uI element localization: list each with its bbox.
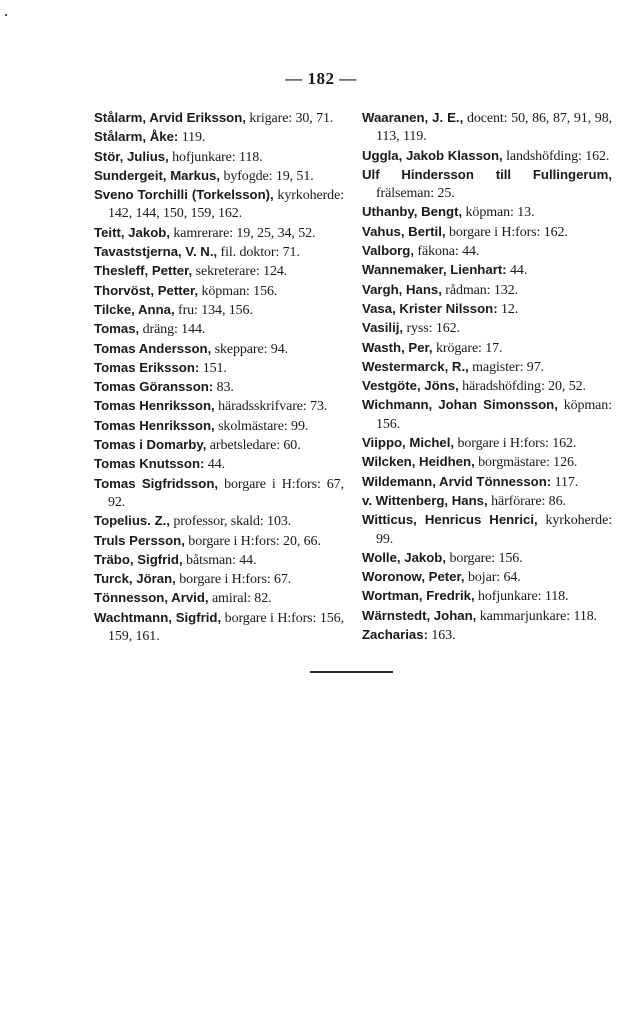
entry-page-refs: 17. [481, 340, 503, 356]
index-entry [94, 243, 344, 262]
entry-page-refs: 71. [279, 245, 300, 261]
entry-page-refs: 64. [500, 570, 521, 586]
entry-name: v. Wittenberg, Hans, [362, 492, 488, 508]
entry-description: fäkona: [414, 244, 459, 260]
index-entry [362, 319, 612, 338]
entry-description: borgare i H:fors: [184, 533, 280, 549]
entry-name: Woronow, Peter, [362, 569, 465, 585]
index-entry [94, 589, 344, 608]
entry-description: bojar: [464, 570, 501, 586]
entry-page-refs: 19, 25, 34, 52. [233, 225, 316, 241]
entry-page-refs: 162. [432, 321, 460, 337]
index-entry [94, 532, 344, 551]
entry-name: Tomas Sigfridsson, [94, 475, 219, 491]
entry-description: docent: [463, 111, 508, 126]
index-entry [362, 453, 612, 472]
entry-page-refs: 162. [548, 436, 577, 452]
entry-description: byfogde: [220, 168, 273, 184]
index-entry [94, 128, 344, 147]
entry-description: båtsman: [182, 552, 236, 568]
index-entry [94, 359, 344, 378]
index-entry [362, 300, 612, 319]
entry-page-refs: 94. [267, 341, 289, 357]
index-entry [362, 147, 612, 166]
index-entry [362, 492, 612, 511]
index-entry [94, 301, 344, 320]
index-entry [94, 224, 344, 243]
entry-name: Turck, Jöran, [94, 571, 176, 587]
entry-page-refs: 67, 92. [108, 476, 344, 510]
entry-name: Vahus, Bertil, [362, 223, 446, 239]
entry-description: borgare i H:fors: [454, 436, 549, 452]
index-entry [94, 148, 344, 167]
entry-description: rådman: [441, 282, 491, 298]
entry-name: Wilcken, Heidhen, [362, 454, 475, 470]
entry-description: hofjunkare: [474, 589, 542, 605]
entry-name: Tomas Henriksson, [94, 417, 215, 433]
entry-page-refs: 30, 71. [292, 111, 334, 126]
entry-description: arbetsledare: [206, 438, 280, 454]
entry-page-refs: 119. [178, 130, 206, 146]
entry-name: Vargh, Hans, [362, 281, 442, 297]
entry-page-refs: 67. [270, 572, 292, 588]
entry-description: kammarjunkare: [476, 608, 571, 624]
entry-page-refs: 134, 156. [197, 302, 253, 318]
index-entry [362, 377, 612, 396]
entry-name: Viippo, Michel, [362, 435, 455, 451]
index-entry [94, 186, 344, 224]
entry-name: Zacharias: [362, 627, 428, 643]
index-entry [94, 475, 344, 513]
entry-description: magister: [468, 359, 524, 375]
entry-page-refs: 13. [513, 205, 535, 221]
entry-description: fil. doktor: [217, 245, 280, 261]
entry-description: fru: [174, 302, 198, 318]
entry-page-refs: 25. [434, 186, 455, 202]
entry-page-refs: 156. [249, 283, 278, 299]
entry-page-refs: 99. [376, 531, 394, 547]
index-entry [362, 473, 612, 492]
entry-page-refs: 86. [545, 493, 566, 509]
entry-page-refs: 44. [235, 552, 257, 568]
entry-name: Wichmann, Johan Simonsson, [362, 397, 558, 413]
index-entry [94, 167, 344, 186]
entry-description: köpman: [462, 205, 514, 221]
index-entry [362, 396, 612, 434]
entry-name: Tomas Henriksson, [94, 398, 215, 414]
entry-description: dräng: [139, 322, 178, 338]
entry-name: Uggla, Jakob Klasson, [362, 147, 503, 163]
entry-page-refs: 118. [235, 149, 263, 165]
entry-page-refs: 20, 52. [544, 379, 586, 395]
index-entry [94, 570, 344, 589]
entry-description: professor, skald: [169, 514, 264, 530]
entry-description: borgare: [446, 550, 496, 566]
index-entry [94, 417, 344, 436]
index-entry [362, 223, 612, 242]
entry-name: Wolle, Jakob, [362, 549, 447, 565]
entry-page-refs: 118. [541, 589, 569, 605]
entry-description: kyrkoherde: [537, 513, 612, 529]
index-entry [362, 358, 612, 377]
entry-page-refs: 151. [199, 360, 227, 376]
index-entry [94, 262, 344, 281]
entry-name: Tomas, [94, 321, 140, 337]
entry-description: frälseman: [376, 186, 435, 202]
entry-name: Wannemaker, Lienhart: [362, 262, 507, 278]
entry-description: skeppare: [211, 341, 268, 357]
entry-name: Wachtmann, Sigfrid, [94, 609, 222, 625]
entry-description: skolmästare: [214, 418, 288, 434]
entry-description: borgare i H:fors: [175, 572, 271, 588]
entry-name: Tomas Göransson: [94, 379, 214, 395]
entry-page-refs: 132. [490, 282, 518, 298]
entry-name: Tönnesson, Arvid, [94, 590, 209, 606]
entry-name: Westermarck, R., [362, 358, 469, 374]
entry-name: Witticus, Henricus Henrici, [362, 512, 538, 528]
entry-name: Tomas i Domarby, [94, 437, 207, 453]
entry-page-refs: 126. [549, 455, 578, 471]
entry-name: Valborg, [362, 243, 415, 259]
entry-page-refs: 82. [250, 591, 272, 607]
entry-description: kyrkoherde: [273, 188, 344, 204]
entry-page-refs: 20, 66. [279, 533, 321, 549]
entry-name: Thesleff, Petter, [94, 263, 193, 279]
entry-page-refs: 156. [376, 416, 401, 432]
entry-name: Thorvöst, Petter, [94, 282, 199, 298]
entry-page-refs: 12. [497, 301, 519, 317]
entry-name: Tomas Eriksson: [94, 359, 200, 375]
entry-page-refs: 142, 144, 150, 159, 162. [108, 206, 243, 222]
entry-name: Tomas Andersson, [94, 340, 212, 356]
index-entry [362, 261, 612, 280]
entry-description: härförare: [487, 493, 546, 509]
index-entry [94, 512, 344, 531]
entry-page-refs: 163. [427, 628, 456, 644]
index-entry [362, 549, 612, 568]
entry-description: amiral: [208, 591, 251, 607]
entry-description: krigare: [245, 111, 293, 126]
entry-description: borgmästare: [474, 455, 550, 471]
entry-page-refs: 44. [506, 263, 528, 279]
entry-description: häradsskrifvare: [214, 399, 307, 415]
entry-name: Vasa, Krister Nilsson: [362, 300, 498, 316]
entry-name: Stålarm, Arvid Eriksson, [94, 110, 246, 125]
index-entry [94, 609, 344, 647]
scan-speck [5, 14, 7, 16]
entry-page-refs: 97. [523, 359, 544, 375]
entry-description: kamrerare: [169, 225, 233, 241]
entry-page-refs: 118. [570, 608, 598, 624]
entry-name: Tavaststjerna, V. N., [94, 244, 218, 260]
end-rule-divider [310, 671, 393, 673]
entry-page-refs: 44. [204, 457, 225, 473]
index-entry [94, 455, 344, 474]
entry-name: Wasth, Per, [362, 339, 433, 355]
index-entry [362, 607, 612, 626]
entry-name: Teitt, Jakob, [94, 224, 170, 240]
entry-name: Wildemann, Arvid Tönnesson: [362, 473, 552, 489]
entry-name: Träbo, Sigfrid, [94, 551, 183, 567]
entry-description: borgare i H:fors: [221, 610, 317, 626]
entry-page-refs: 156, 159, 161. [108, 610, 344, 645]
index-column-right [362, 109, 612, 645]
entry-name: Topelius. Z., [94, 513, 170, 529]
entry-page-refs: 99. [287, 418, 309, 434]
entry-page-refs: 144. [177, 322, 206, 338]
entry-name: Tilcke, Anna, [94, 301, 175, 317]
index-entry [94, 397, 344, 416]
entry-description: landshöfding: [502, 148, 582, 164]
entry-description: borgare i H:fors: [445, 224, 541, 240]
index-column-left [94, 109, 344, 646]
entry-description: borgare i H:fors: [218, 476, 321, 492]
index-entry [94, 340, 344, 359]
index-entry [362, 339, 612, 358]
entry-name: Sveno Torchilli (Torkelsson), [94, 187, 274, 203]
entry-page-refs: 162. [581, 148, 610, 164]
index-entry [94, 109, 344, 128]
index-entry [362, 511, 612, 549]
index-entry [94, 282, 344, 301]
entry-page-refs: 73. [306, 399, 328, 415]
index-entry [362, 434, 612, 453]
index-entry [362, 281, 612, 300]
entry-description: sekreterare: [192, 264, 260, 280]
index-entry [362, 568, 612, 587]
entry-name: Stör, Julius, [94, 148, 169, 164]
entry-description: häradshöfding: [458, 379, 545, 395]
entry-name: Vasilij, [362, 320, 404, 336]
entry-name: Truls Persson, [94, 532, 185, 548]
entry-page-refs: 50, 86, 87, 91, 98, 113, 119. [376, 111, 612, 145]
entry-page-refs: 124. [259, 264, 288, 280]
index-entry [362, 242, 612, 261]
index-entry [94, 436, 344, 455]
entry-page-refs: 103. [263, 514, 292, 530]
entry-page-refs: 19, 51. [272, 168, 314, 184]
entry-description: köpman: [198, 283, 250, 299]
entry-name: Sundergeit, Markus, [94, 167, 221, 183]
entry-name: Wortman, Fredrik, [362, 588, 475, 604]
index-entry [362, 203, 612, 222]
entry-name: Stålarm, Åke: [94, 129, 179, 145]
index-entry [94, 551, 344, 570]
entry-description: köpman: [557, 398, 612, 414]
index-entry [362, 626, 612, 645]
entry-name: Vestgöte, Jöns, [362, 378, 459, 394]
entry-page-refs: 117. [551, 474, 579, 490]
index-entry [94, 320, 344, 339]
index-entry [362, 166, 612, 204]
entry-description: hofjunkare: [168, 149, 236, 165]
entry-page-refs: 156. [495, 550, 523, 566]
entry-name: Ulf Hindersson till Fullingerum, [362, 166, 612, 182]
entry-name: Uthanby, Bengt, [362, 204, 463, 220]
page-number: — 182 — [285, 69, 357, 88]
index-entry [362, 587, 612, 606]
entry-description: ryss: [403, 321, 433, 337]
entry-name: Tomas Knutsson: [94, 456, 205, 472]
index-entry [94, 378, 344, 397]
entry-page-refs: 83. [213, 380, 234, 396]
entry-page-refs: 162. [540, 224, 568, 240]
entry-page-refs: 60. [280, 438, 301, 454]
entry-name: Waaranen, J. E., [362, 110, 464, 125]
entry-page-refs: 44. [458, 244, 480, 260]
index-entry [362, 109, 612, 147]
entry-description: krögare: [432, 340, 482, 356]
entry-name: Wärnstedt, Johan, [362, 607, 477, 623]
